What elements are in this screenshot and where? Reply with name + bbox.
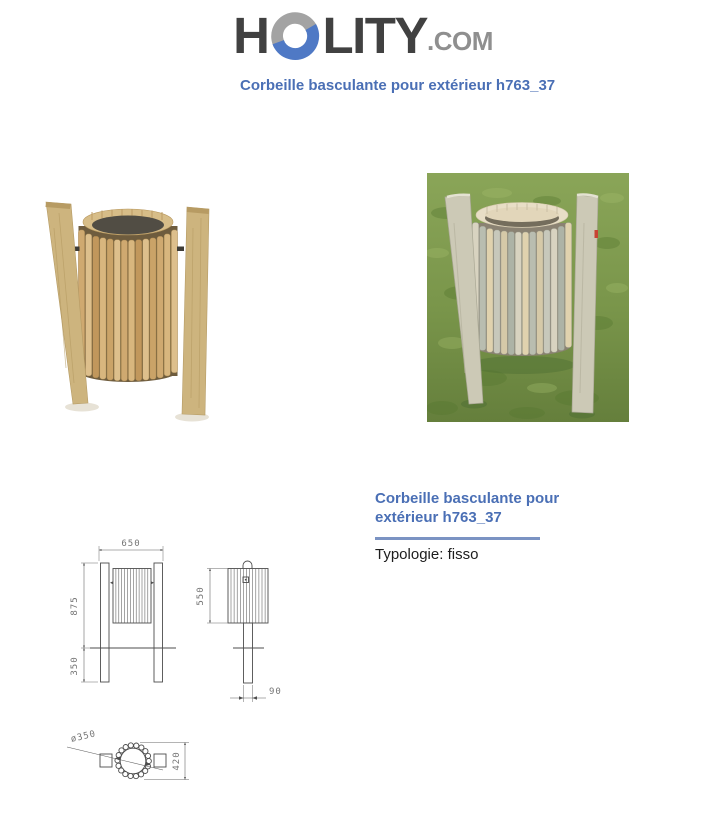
typology-label: Typologie: bbox=[375, 546, 444, 563]
top-view bbox=[67, 729, 189, 779]
logo-text-rest: LITY bbox=[322, 7, 427, 64]
product-photo-outdoor[interactable] bbox=[427, 173, 629, 422]
typology-value: fisso bbox=[447, 546, 479, 563]
technical-drawing bbox=[40, 520, 320, 820]
logo-text-prefix: H bbox=[233, 7, 269, 64]
page-title: Corbeille basculante pour extérieur h763_37 bbox=[240, 77, 556, 94]
swirl-o-icon bbox=[270, 11, 320, 61]
product-photo-studio[interactable] bbox=[30, 168, 255, 423]
dim-depth-350: 350 bbox=[70, 656, 80, 676]
holity-logo[interactable] bbox=[233, 8, 493, 64]
dim-height-875: 875 bbox=[70, 596, 80, 616]
mount-arm-right bbox=[177, 247, 184, 252]
bin-illustration-studio bbox=[46, 202, 210, 422]
product-info-block bbox=[375, 489, 571, 563]
product-title: Corbeille basculante pour extérieur h763_37 bbox=[375, 490, 560, 526]
divider-line bbox=[375, 537, 540, 540]
dim-diameter-350: ø350 bbox=[69, 729, 98, 745]
dim-width-650: 650 bbox=[121, 539, 141, 549]
red-label bbox=[595, 230, 599, 238]
front-view bbox=[70, 539, 176, 682]
typology-row bbox=[375, 546, 571, 563]
dim-basket-550: 550 bbox=[196, 586, 206, 606]
dim-overall-420: 420 bbox=[172, 751, 182, 771]
logo-text-tld: .COM bbox=[426, 26, 493, 56]
side-view bbox=[196, 561, 282, 702]
dim-post-90: 90 bbox=[269, 687, 282, 697]
